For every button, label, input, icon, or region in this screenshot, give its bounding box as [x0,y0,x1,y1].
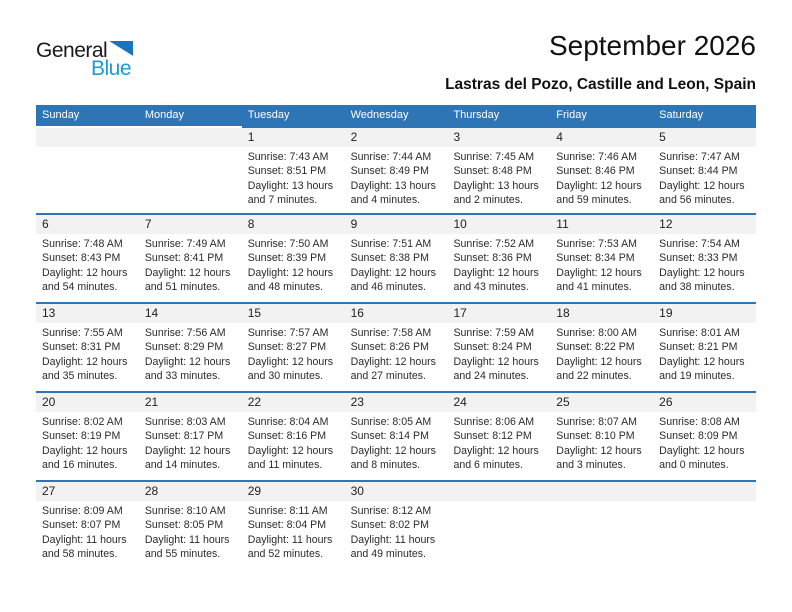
day-detail-line: Sunrise: 7:55 AM [42,327,123,339]
day-details [242,501,345,562]
day-cell [36,480,139,569]
day-detail-line: Sunrise: 7:45 AM [453,151,535,163]
day-number: 28 [139,482,242,501]
day-cell [345,213,448,302]
day-detail-line: Sunset: 8:36 PM [453,252,532,265]
day-detail-line: Daylight: 12 hours and 33 minutes. [144,355,231,383]
day-cell [139,213,242,302]
day-details [242,323,345,384]
day-detail-line: Sunrise: 8:11 AM [247,505,328,517]
day-number: 25 [550,393,653,412]
day-detail-line: Sunrise: 7:51 AM [350,238,432,250]
day-detail-line: Daylight: 12 hours and 19 minutes. [659,355,745,383]
day-number: 22 [242,393,345,412]
day-details [653,234,756,295]
day-number: 1 [242,128,345,147]
weekday-tuesday: Tuesday [247,109,290,121]
day-details [550,323,653,384]
day-details [36,412,139,473]
day-detail-line: Daylight: 12 hours and 51 minutes. [144,266,231,294]
day-number: 11 [550,215,653,234]
day-detail-line: Daylight: 12 hours and 59 minutes. [556,179,642,207]
day-cell [139,391,242,480]
day-detail-line: Daylight: 12 hours and 0 minutes. [659,444,745,472]
day-number: 23 [345,393,448,412]
day-detail-line: Daylight: 12 hours and 35 minutes. [42,355,128,383]
day-cell [345,480,448,569]
day-detail-line: Daylight: 11 hours and 58 minutes. [42,533,127,561]
day-number [36,128,139,147]
day-number: 17 [447,304,550,323]
day-detail-line: Daylight: 12 hours and 8 minutes. [350,444,436,472]
day-detail-line: Sunset: 8:16 PM [247,430,327,443]
day-details [345,501,448,562]
day-detail-line: Sunset: 8:46 PM [556,165,635,178]
day-number: 26 [653,393,756,412]
day-detail-line: Sunset: 8:43 PM [42,252,121,265]
day-detail-line: Sunrise: 7:49 AM [144,238,226,250]
weekday-saturday: Saturday [659,109,704,121]
day-details [36,501,139,562]
day-number: 12 [653,215,756,234]
day-detail-line: Sunset: 8:19 PM [42,430,121,443]
day-detail-line: Sunset: 8:17 PM [144,430,224,443]
day-details [345,147,448,208]
day-details [242,412,345,473]
day-details [653,147,756,208]
day-number: 30 [345,482,448,501]
day-detail-line: Daylight: 12 hours and 14 minutes. [144,444,231,472]
day-details [447,412,550,473]
day-cell [653,302,756,391]
day-detail-line: Sunrise: 8:00 AM [556,327,637,339]
day-detail-line: Sunset: 8:04 PM [247,519,327,532]
day-detail-line: Daylight: 11 hours and 55 minutes. [144,533,230,561]
day-detail-line: Sunrise: 7:43 AM [247,151,329,163]
day-number: 20 [36,393,139,412]
day-detail-line: Sunrise: 8:01 AM [659,327,740,339]
day-detail-line: Daylight: 12 hours and 54 minutes. [42,266,128,294]
day-detail-line: Daylight: 12 hours and 56 minutes. [659,179,745,207]
day-detail-line: Sunrise: 8:03 AM [144,416,226,428]
day-detail-line: Daylight: 12 hours and 24 minutes. [453,355,539,383]
day-detail-line: Sunrise: 8:06 AM [453,416,535,428]
day-detail-line: Sunset: 8:51 PM [247,165,327,178]
day-details [653,323,756,384]
weekday-header-row [36,105,756,126]
day-details [345,234,448,295]
day-detail-line: Sunrise: 7:47 AM [659,151,740,163]
day-cell [242,302,345,391]
weekday-sunday: Sunday [42,109,80,121]
day-detail-line: Sunrise: 8:09 AM [42,505,123,517]
day-number: 29 [242,482,345,501]
day-detail-line: Sunrise: 7:53 AM [556,238,637,250]
day-detail-line: Sunset: 8:07 PM [42,519,121,532]
day-number [653,482,756,501]
day-details [345,323,448,384]
day-detail-line: Daylight: 12 hours and 38 minutes. [659,266,745,294]
day-cell-empty [550,480,653,569]
day-number: 13 [36,304,139,323]
day-detail-line: Sunrise: 8:07 AM [556,416,637,428]
day-detail-line: Sunset: 8:24 PM [453,341,532,354]
day-number: 2 [345,128,448,147]
week-row [36,213,756,302]
day-detail-line: Sunset: 8:22 PM [556,341,635,354]
day-number: 21 [139,393,242,412]
day-cell [550,126,653,213]
day-cell-empty [36,126,139,213]
page-subtitle: Lastras del Pozo, Castille and Leon, Spain [445,76,756,93]
logo-triangle-icon [109,41,133,56]
day-detail-line: Sunset: 8:10 PM [556,430,635,443]
week-row [36,302,756,391]
day-cell [139,480,242,569]
day-cell [653,213,756,302]
day-details [139,501,242,562]
day-details [242,234,345,295]
day-details [550,234,653,295]
day-detail-line: Sunrise: 7:46 AM [556,151,637,163]
day-details [139,412,242,473]
day-cell [447,391,550,480]
day-number: 3 [447,128,550,147]
day-details [447,147,550,208]
day-number: 8 [242,215,345,234]
day-detail-line: Sunrise: 8:04 AM [247,416,329,428]
week-row [36,126,756,213]
day-detail-line: Daylight: 12 hours and 30 minutes. [247,355,334,383]
day-detail-line: Daylight: 13 hours and 2 minutes. [453,179,539,207]
day-detail-line: Sunrise: 7:48 AM [42,238,123,250]
day-cell [447,302,550,391]
day-cell [36,391,139,480]
day-detail-line: Daylight: 12 hours and 27 minutes. [350,355,436,383]
day-detail-line: Daylight: 11 hours and 49 minutes. [350,533,436,561]
day-detail-line: Sunrise: 7:58 AM [350,327,432,339]
day-number: 27 [36,482,139,501]
day-detail-line: Sunset: 8:09 PM [659,430,738,443]
day-detail-line: Sunset: 8:26 PM [350,341,429,354]
day-number: 10 [447,215,550,234]
day-detail-line: Daylight: 13 hours and 4 minutes. [350,179,436,207]
weekday-monday: Monday [144,109,184,121]
day-number: 14 [139,304,242,323]
day-cell [36,302,139,391]
day-details [447,234,550,295]
day-cell [653,126,756,213]
day-cell [447,213,550,302]
day-detail-line: Sunrise: 8:05 AM [350,416,432,428]
day-detail-line: Daylight: 12 hours and 16 minutes. [42,444,128,472]
day-detail-line: Sunrise: 7:50 AM [247,238,329,250]
day-number: 18 [550,304,653,323]
day-detail-line: Sunrise: 7:56 AM [144,327,226,339]
day-details [139,323,242,384]
calendar-grid [36,126,756,569]
weekday-thursday: Thursday [453,109,500,121]
day-cell [345,126,448,213]
day-number [139,128,242,147]
title-block [445,30,756,94]
day-details [36,234,139,295]
day-detail-line: Sunrise: 8:10 AM [144,505,226,517]
general-blue-logo [36,40,133,79]
day-cell-empty [139,126,242,213]
day-details [36,323,139,384]
day-detail-line: Sunset: 8:38 PM [350,252,429,265]
day-cell [550,213,653,302]
day-number: 4 [550,128,653,147]
day-detail-line: Sunrise: 8:12 AM [350,505,432,517]
day-number: 15 [242,304,345,323]
day-details [345,412,448,473]
day-cell [242,126,345,213]
day-detail-line: Sunset: 8:14 PM [350,430,429,443]
day-number [550,482,653,501]
day-details [550,412,653,473]
day-detail-line: Sunrise: 7:52 AM [453,238,535,250]
weekday-friday: Friday [556,109,587,121]
day-number [447,482,550,501]
day-cell [345,302,448,391]
day-details [653,412,756,473]
day-number: 16 [345,304,448,323]
day-detail-line: Sunset: 8:39 PM [247,252,327,265]
day-cell [447,126,550,213]
day-detail-line: Sunset: 8:48 PM [453,165,532,178]
day-detail-line: Sunrise: 8:02 AM [42,416,123,428]
day-detail-line: Sunrise: 8:08 AM [659,416,740,428]
day-detail-line: Sunset: 8:31 PM [42,341,121,354]
day-cell [550,302,653,391]
logo-word-blue: Blue [91,57,132,80]
day-cell [242,391,345,480]
day-detail-line: Daylight: 12 hours and 3 minutes. [556,444,642,472]
day-detail-line: Sunset: 8:34 PM [556,252,635,265]
day-cell-empty [653,480,756,569]
day-detail-line: Sunset: 8:05 PM [144,519,224,532]
day-cell [653,391,756,480]
day-detail-line: Daylight: 12 hours and 41 minutes. [556,266,642,294]
day-details [447,323,550,384]
day-number: 9 [345,215,448,234]
day-detail-line: Daylight: 12 hours and 43 minutes. [453,266,539,294]
day-detail-line: Sunset: 8:12 PM [453,430,532,443]
day-detail-line: Daylight: 11 hours and 52 minutes. [247,533,333,561]
day-cell [139,302,242,391]
day-detail-line: Sunset: 8:41 PM [144,252,224,265]
day-detail-line: Daylight: 12 hours and 6 minutes. [453,444,539,472]
day-detail-line: Sunset: 8:29 PM [144,341,224,354]
day-cell [36,213,139,302]
week-row [36,391,756,480]
day-number: 7 [139,215,242,234]
logo-word-general: General [36,39,108,62]
week-row [36,480,756,569]
day-detail-line: Sunrise: 7:44 AM [350,151,432,163]
day-detail-line: Sunset: 8:27 PM [247,341,327,354]
day-number: 19 [653,304,756,323]
day-detail-line: Sunrise: 7:57 AM [247,327,329,339]
day-detail-line: Daylight: 12 hours and 48 minutes. [247,266,334,294]
day-detail-line: Sunset: 8:44 PM [659,165,738,178]
day-cell [550,391,653,480]
day-details [550,147,653,208]
page-title: September 2026 [548,30,756,61]
day-detail-line: Sunset: 8:49 PM [350,165,429,178]
day-details [242,147,345,208]
day-detail-line: Sunset: 8:21 PM [659,341,738,354]
day-detail-line: Sunrise: 7:54 AM [659,238,740,250]
day-detail-line: Sunset: 8:02 PM [350,519,429,532]
day-cell [242,480,345,569]
day-cell [242,213,345,302]
day-detail-line: Daylight: 12 hours and 22 minutes. [556,355,642,383]
day-detail-line: Sunrise: 7:59 AM [453,327,535,339]
day-number: 6 [36,215,139,234]
day-cell-empty [447,480,550,569]
day-detail-line: Daylight: 12 hours and 46 minutes. [350,266,436,294]
day-details [139,234,242,295]
day-number: 24 [447,393,550,412]
day-number: 5 [653,128,756,147]
day-detail-line: Daylight: 12 hours and 11 minutes. [247,444,334,472]
weekday-wednesday: Wednesday [350,109,409,121]
calendar-table [36,105,756,569]
day-detail-line: Sunset: 8:33 PM [659,252,738,265]
day-cell [345,391,448,480]
day-detail-line: Daylight: 13 hours and 7 minutes. [247,179,334,207]
